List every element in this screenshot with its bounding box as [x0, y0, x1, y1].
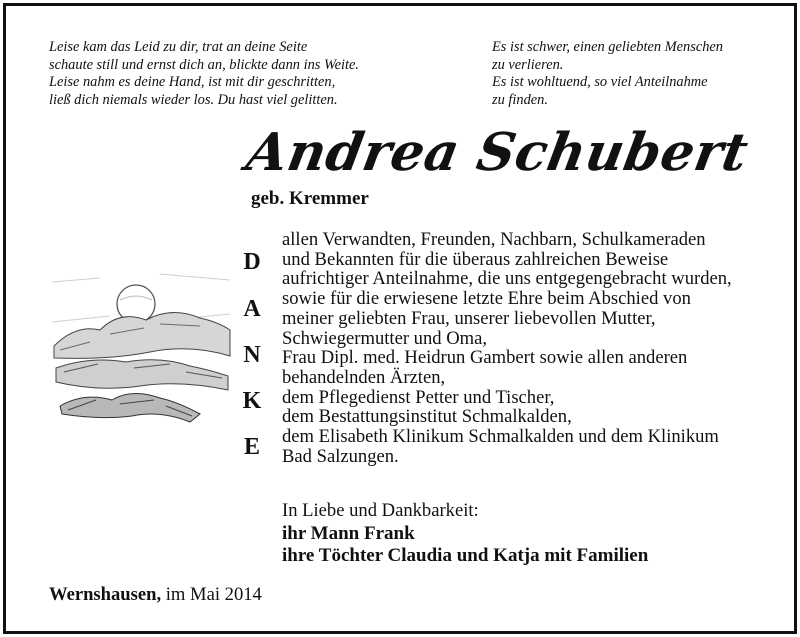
thanks-line: meiner geliebten Frau, unserer liebevollen Mutter, — [282, 307, 656, 329]
danke-letter: A — [243, 296, 261, 322]
danke-letter: E — [243, 434, 260, 460]
poem-line: zu verlieren. — [492, 56, 564, 73]
poem-right — [492, 39, 723, 109]
place-date — [49, 584, 262, 606]
thanks-line: behandelnden Ärzten, — [282, 366, 446, 388]
signer-line: ihr Mann Frank — [282, 523, 415, 544]
thanks-line: sowie für die erwiesene letzte Ehre beim Abschied von — [282, 288, 691, 310]
poem-line: Es ist schwer, einen geliebten Menschen — [492, 39, 723, 55]
danke-letter: K — [242, 388, 262, 414]
poem-line: Es ist wohltuend, so viel Anteilnahme — [492, 74, 708, 91]
signers — [282, 523, 648, 567]
closing-line: In Liebe und Dankbarkeit: — [282, 500, 479, 521]
thanks-line: allen Verwandten, Freunden, Nachbarn, Schulkameraden — [282, 229, 706, 250]
poem-line: Leise kam das Leid zu dir, trat an deine Seite — [49, 39, 308, 55]
poem-line: ließ dich niemals wieder los. Du hast viel gelitten. — [49, 91, 338, 108]
danke-letter: N — [243, 342, 261, 368]
thanks-line: dem Pflegedienst Petter und Tischer, — [282, 386, 555, 408]
signer-line: ihre Töchter Claudia und Katja mit Familien — [282, 545, 649, 566]
thanks-text — [282, 230, 732, 466]
obituary-notice — [3, 3, 797, 634]
danke-letter: D — [243, 249, 261, 275]
thanks-line: dem Elisabeth Klinikum Schmalkalden und dem Klinikum — [282, 426, 719, 448]
thanks-line: und Bekannten für die überaus zahlreichen Beweise — [282, 248, 669, 270]
birth-name: geb. Kremmer — [251, 188, 369, 209]
place: Wernshausen, — [49, 584, 162, 605]
poem-left — [49, 39, 359, 109]
poem-line: Leise nahm es deine Hand, ist mit dir geschritten, — [49, 74, 336, 91]
poem-line: zu finden. — [492, 91, 548, 108]
deceased-name: Andrea Schubert — [242, 122, 753, 183]
poem-line: schaute still und ernst dich an, blickte dann ins Weite. — [49, 56, 360, 73]
thanks-line: aufrichtiger Anteilnahme, die uns entgegengebracht wurden, — [282, 268, 732, 290]
thanks-line: Bad Salzungen. — [282, 445, 399, 467]
moon-landscape-illustration — [50, 264, 232, 436]
thanks-line: Schwiegermutter und Oma, — [282, 327, 487, 349]
date: im Mai 2014 — [165, 584, 262, 605]
thanks-line: Frau Dipl. med. Heidrun Gambert sowie allen anderen — [282, 347, 688, 369]
thanks-line: dem Bestattungsinstitut Schmalkalden, — [282, 406, 572, 428]
